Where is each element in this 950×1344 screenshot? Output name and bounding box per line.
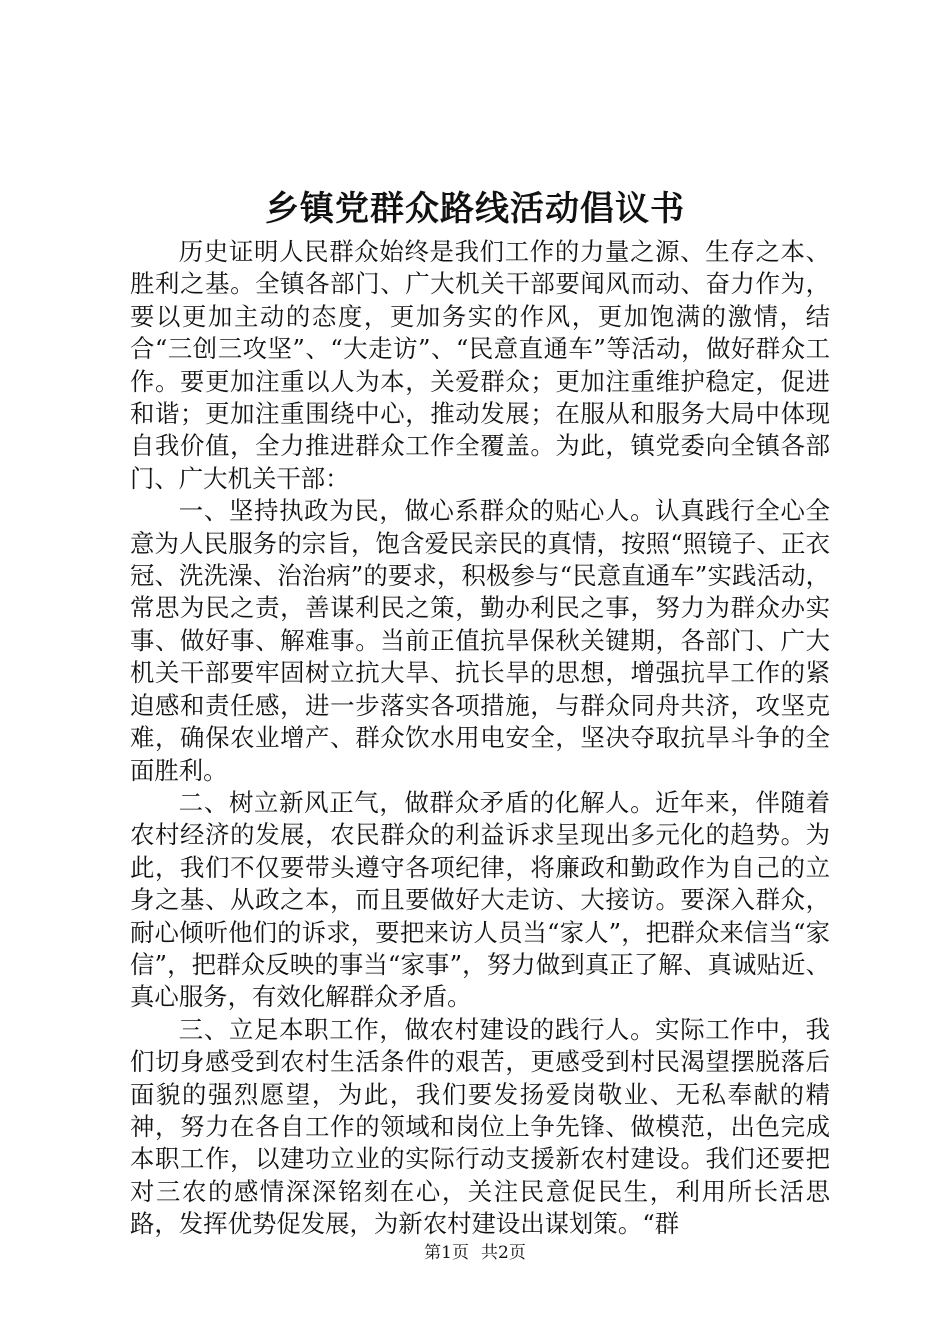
paragraph-section-3: 三、立足本职工作，做农村建设的践行人。实际工作中，我们切身感受到农村生活条件的艰苦，更感受到村民渴望摆脱落后面貌的强烈愿望，为此，我们要发扬爱岗敬业、无私奉献的精神，努力在各自工作的领域和岗位上争先锋、做模范，出色完成本职工作，以建功立业的实际行动支援新农村建设。我们还要把对三农的感情深深铭刻在心，关注民意促民生，利用所长活思路，发挥优势促发展，为新农村建设出谋划策。“群 [130,1014,830,1239]
page-footer [0,1241,950,1265]
page-number-total: 共2页 [481,1243,526,1263]
page-number-current: 第1页 [424,1243,469,1263]
document-title: 乡镇党群众路线活动倡议书 [265,189,685,229]
document-body [130,236,830,1241]
paragraph-intro: 历史证明人民群众始终是我们工作的力量之源、生存之本、胜利之基。全镇各部门、广大机关干部要闻风而动、奋力作为，要以更加主动的态度，更加务实的作风，更加饱满的激情，结合“三创三攻坚”、“大走访”、“民意直通车”等活动，做好群众工作。要更加注重以人为本，关爱群众；更加注重维护稳定，促进和谐；更加注重围绕中心，推动发展；在服从和服务大局中体现自我价值，全力推进群众工作全覆盖。为此，镇党委向全镇各部门、广大机关干部： [130,237,830,493]
paragraph-section-1: 一、坚持执政为民，做心系群众的贴心人。认真践行全心全意为人民服务的宗旨，饱含爱民亲民的真情，按照“照镜子、正衣冠、洗洗澡、治治病”的要求，积极参与“民意直通车”实践活动，常思为民之责，善谋利民之策，勤办利民之事，努力为群众办实事、做好事、解难事。当前正值抗旱保秋关键期，各部门、广大机关干部要牢固树立抗大旱、抗长旱的思想，增强抗旱工作的紧迫感和责任感，进一步落实各项措施，与群众同舟共济，攻坚克难，确保农业增产、群众饮水用电安全，坚决夺取抗旱斗争的全面胜利。 [130,496,830,785]
paragraph-section-2: 二、树立新风正气，做群众矛盾的化解人。近年来，伴随着农村经济的发展，农民群众的利益诉求呈现出多元化的趋势。为此，我们不仅要带头遵守各项纪律，将廉政和勤政作为自己的立身之基、从政之本，而且要做好大走访、大接访。要深入群众，耐心倾听他们的诉求，要把来访人员当“家人”，把群众来信当“家信”，把群众反映的事当“家事”，努力做到真正了解、真诚贴近、真心服务，有效化解群众矛盾。 [130,787,830,1012]
